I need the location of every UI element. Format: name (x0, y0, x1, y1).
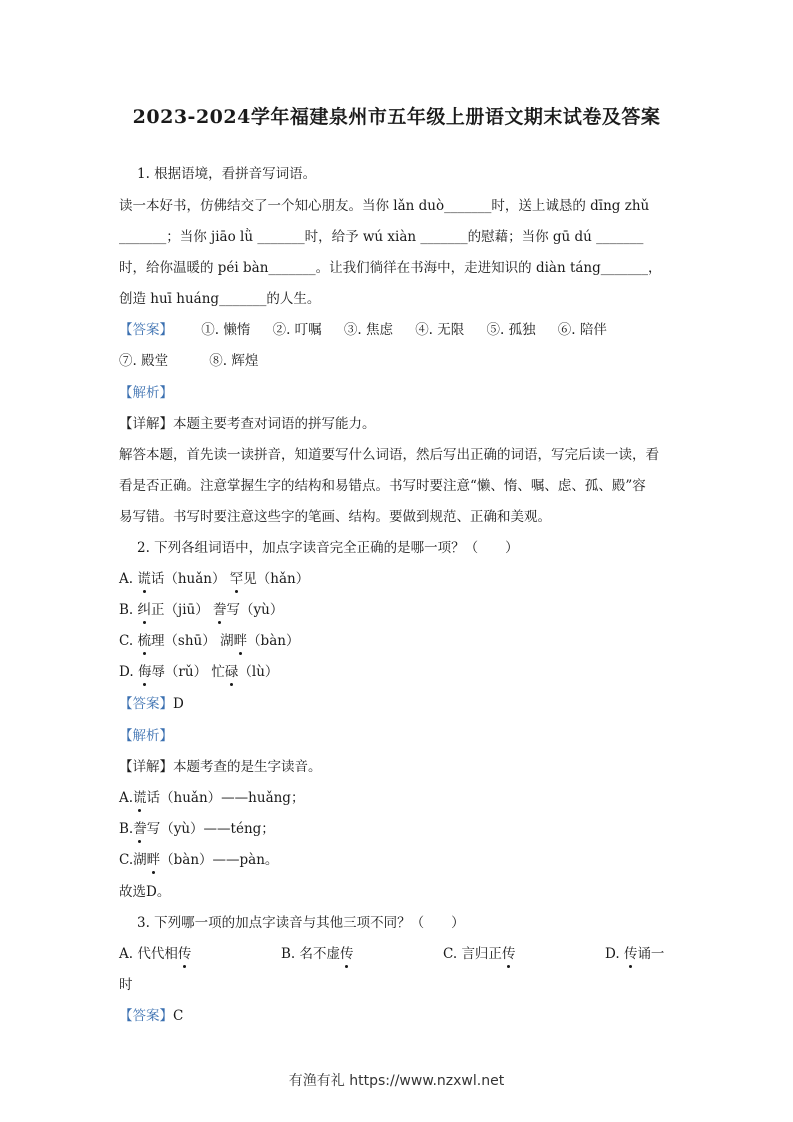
word-1 (138, 602, 209, 618)
dotted-char: 传 (340, 946, 354, 962)
word-text: 辱（rǔ） (151, 664, 208, 680)
question-3-option-d (605, 946, 664, 962)
question-1-answer-row-1 (119, 320, 675, 340)
answer-label: 【答案】 (119, 1008, 173, 1024)
question-2-option-a (119, 569, 675, 589)
option-letter: C. (443, 946, 458, 962)
answer-label: 【答案】 (119, 322, 173, 338)
question-2-fix-c (119, 850, 675, 870)
dotted-char: 传 (177, 946, 192, 962)
dotted-char: 誊 (133, 821, 147, 837)
answer-item: ⑥. 陪伴 (557, 322, 607, 338)
dotted-char: 纠 (137, 602, 152, 618)
dotted-char: 畔 (233, 633, 248, 649)
question-2-fix-b (119, 819, 675, 839)
question-1-explanation-line-3: 易写错。书写时要注意这些字的笔画、结构。要做到规范、正确和美观。 (119, 509, 551, 525)
word-1 (137, 571, 225, 587)
option-letter: B. (281, 946, 296, 962)
word-text: 理（shū） (150, 633, 216, 649)
option-letter: A. (119, 571, 134, 587)
question-3-option-c (443, 944, 605, 964)
dotted-char: 畔 (146, 852, 161, 868)
word-text: 正（jiū） (151, 602, 209, 618)
word-1 (138, 664, 207, 680)
option-letter: D. (605, 946, 620, 962)
word-1 (137, 633, 215, 649)
question-1-passage-line-2: _______；当你 jiāo lǜ _______时，给予 wú xiàn _______的慰藉；当你 gū dú _______ (119, 229, 644, 245)
word-2 (213, 602, 283, 618)
dotted-char: 碌 (224, 664, 239, 680)
question-3-option-a (119, 944, 281, 964)
question-1-explanation-line-2: 看是否正确。注意掌握生字的结构和易错点。书写时要注意“懒、惰、嘱、虑、孤、殿”容 (119, 478, 646, 494)
word-text: 言归正 (461, 946, 502, 962)
word-2 (211, 664, 278, 680)
dotted-char: 谎 (133, 790, 147, 806)
question-2-stem: 2. 下列各组词语中，加点字读音完全正确的是哪一项？（ ） (137, 540, 519, 556)
dotted-char: 侮 (137, 664, 152, 680)
word-text: （lù） (238, 664, 279, 680)
answer-item: ④. 无限 (415, 322, 465, 338)
detail-text: 本题考查的是生字读音。 (173, 759, 322, 775)
detail-label: 【详解】 (119, 759, 173, 775)
word-text: 名不虚 (299, 946, 341, 962)
dotted-char: 传 (623, 946, 638, 962)
word-text: 话（huǎn） (150, 571, 226, 587)
question-2-detail (119, 757, 675, 777)
question-3-stem: 3. 下列哪一项的加点字读音与其他三项不同？（ ） (137, 915, 465, 931)
dotted-char: 罕 (229, 571, 244, 587)
word-text: 写（yù）——téng； (146, 821, 275, 837)
option-letter: D. (119, 664, 134, 680)
option-letter: A. (119, 790, 134, 806)
question-3-option-b (281, 944, 443, 964)
answer-item: ②. 叮嘱 (272, 322, 322, 338)
question-3-option-d-wrap: 时 (119, 977, 133, 993)
question-2-option-c (119, 631, 675, 651)
question-2-fix-a (119, 788, 675, 808)
word-2 (220, 633, 299, 649)
question-1-passage-line-1: 读一本好书，仿佛结交了一个知心朋友。当你 lǎn duò_______时，送上诚恳的 dīng zhǔ (119, 198, 650, 214)
option-letter: C. (119, 852, 134, 868)
option-letter: C. (119, 633, 134, 649)
word-2 (230, 571, 309, 587)
answer-item: ⑤. 孤独 (486, 322, 536, 338)
word-text: 忙 (211, 664, 225, 680)
word-text: 代代相 (137, 946, 178, 962)
question-1-passage-line-4: 创造 huī huáng_______的人生。 (119, 291, 321, 307)
question-1-answer-row-2 (119, 351, 675, 371)
option-letter: A. (119, 946, 134, 962)
word-text: 见（hǎn） (243, 571, 310, 587)
answer-item: ⑧. 辉煌 (209, 353, 259, 369)
question-2-analysis-label: 【解析】 (119, 728, 173, 744)
question-2-conclusion: 故选D。 (119, 884, 171, 900)
answer-item: ⑦. 殿堂 (119, 353, 169, 369)
detail-text: 本题主要考查对词语的拼写能力。 (173, 416, 376, 432)
question-3-options (119, 944, 675, 964)
dotted-char: 梳 (137, 633, 151, 649)
answer-label: 【答案】 (119, 696, 173, 712)
dotted-char: 传 (501, 946, 516, 962)
word-text: 写（yù） (226, 602, 284, 618)
dotted-char: 谎 (137, 571, 151, 587)
option-letter: B. (119, 602, 134, 618)
question-2-answer (119, 694, 675, 714)
word-text: 湖 (133, 852, 147, 868)
question-2-option-d (119, 662, 675, 682)
dotted-char: 誊 (213, 602, 227, 618)
page-title: 2023-2024学年福建泉州市五年级上册语文期末试卷及答案 (132, 106, 661, 128)
word-text: （bàn） (247, 633, 300, 649)
answer-item: ①. 懒惰 (201, 322, 251, 338)
question-1-stem: 1. 根据语境，看拼音写词语。 (137, 166, 317, 182)
detail-label: 【详解】 (119, 416, 173, 432)
question-1-passage-line-3: 时，给你温暖的 péi bàn_______。让我们徜徉在书海中，走进知识的 diàn táng_______， (119, 260, 662, 276)
question-2-option-b (119, 600, 675, 620)
answer-value: D (173, 696, 184, 712)
option-letter: B. (119, 821, 134, 837)
footer-watermark: 有渔有礼 https://www.nzxwl.net (288, 1073, 505, 1089)
word-text: （bàn）——pàn。 (160, 852, 279, 868)
answer-value: C (173, 1008, 184, 1024)
question-1-detail (119, 414, 675, 434)
answer-item: ③. 焦虑 (343, 322, 393, 338)
question-3-answer (119, 1006, 675, 1026)
question-1-explanation-line-1: 解答本题，首先读一读拼音，知道要写什么词语，然后写出正确的词语，写完后读一读，看 (119, 447, 659, 463)
word-text: 话（huǎn）——huǎng； (146, 790, 305, 806)
word-text: 诵一 (637, 946, 665, 962)
word-text: 湖 (220, 633, 234, 649)
question-1-analysis-label: 【解析】 (119, 385, 173, 401)
